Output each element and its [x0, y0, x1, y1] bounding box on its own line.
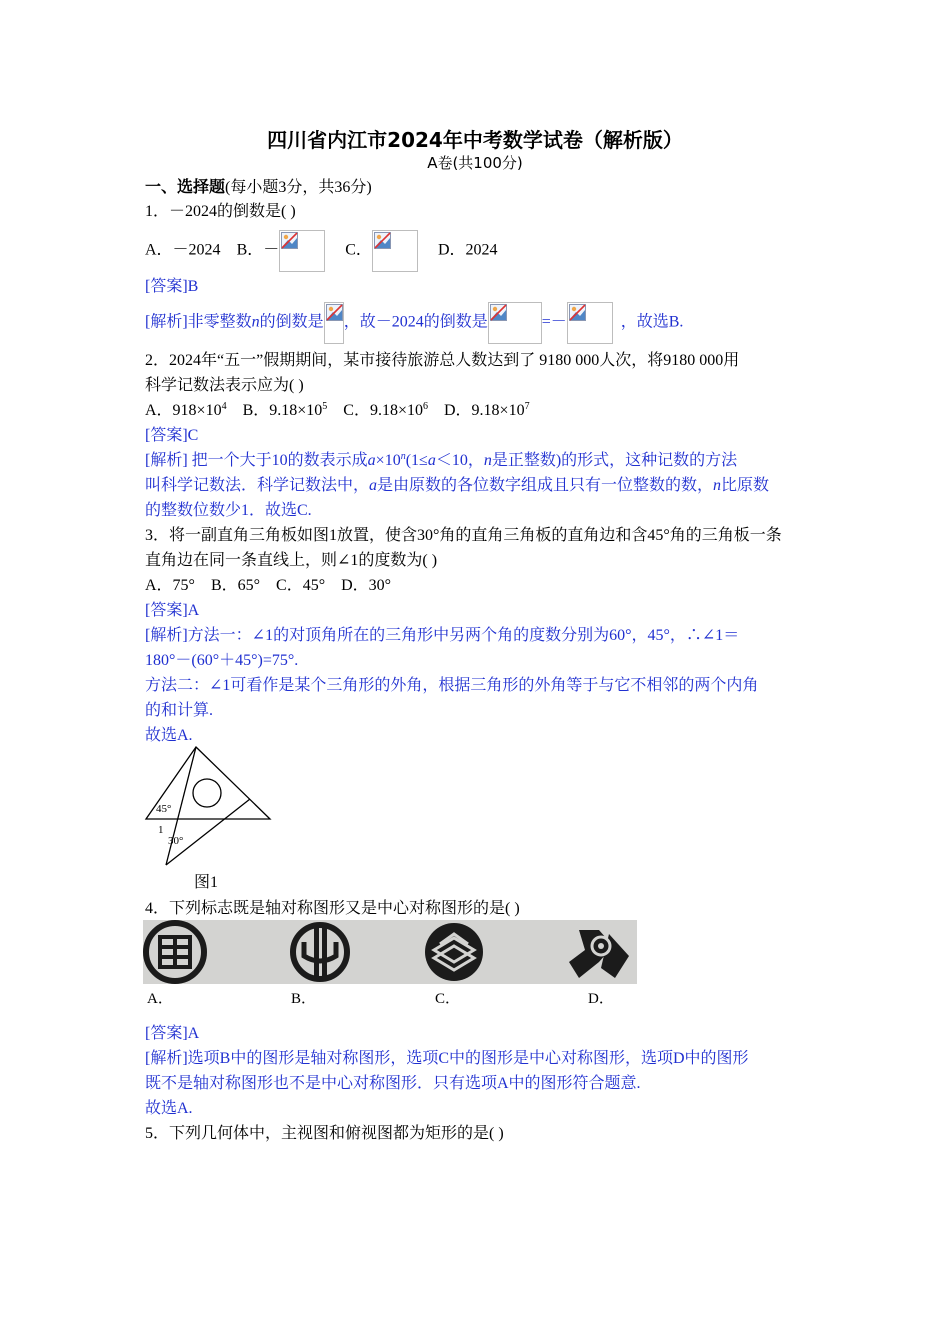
q2-a2-var-a: a: [369, 477, 378, 494]
section-note: (每小题3分，共36分): [225, 179, 372, 196]
q2-options: [145, 401, 530, 421]
broken-image-icon: [372, 230, 418, 272]
q2-option-a-exp: 4: [221, 401, 227, 412]
q3-analysis-line2: 180°－(60°＋45°)=75°.: [145, 652, 299, 669]
q4-stem: 4．下列标志既是轴对称图形又是中心对称图形的是( ): [145, 900, 520, 917]
q3-stem-line1: 3．将一副直角三角板如图1放置，使含30°角的直角三角板的直角边和含45°角的三角板一条: [145, 527, 782, 544]
q2-analysis-line1: [145, 451, 737, 471]
q2-option-d-exp: 7: [524, 401, 530, 412]
q3-analysis-line1: [解析]方法一：∠1的对顶角所在的三角形中另两个角的度数分别为60°，45°，∴∠1＝: [145, 627, 740, 644]
fig-label-45: 45°: [156, 803, 172, 815]
q2-a2-end: 比原数: [721, 477, 770, 494]
q1-analysis-eq: =－: [541, 313, 567, 331]
triangle-figure: [140, 743, 275, 868]
broken-image-icon: [324, 302, 344, 344]
q1-analysis-text2: ，故－2024的倒数是: [343, 313, 488, 331]
fig-label-30: 30°: [168, 835, 184, 847]
q2-a1-end: 是正整数)的形式，这种记数的方法: [491, 452, 738, 469]
page-subtitle: A卷(共100分): [427, 154, 523, 172]
q1-option-d: D．2024: [437, 241, 498, 259]
q1-analysis-text: 的倒数是: [259, 313, 324, 331]
q1-analysis-prefix: [解析]非零整数: [145, 313, 252, 331]
q2-answer: [答案]C: [145, 427, 199, 444]
q4-option-a-label: A．: [147, 991, 173, 1007]
logo-d-icon: [569, 930, 629, 978]
q4-answer: [答案]A: [145, 1025, 200, 1042]
logos-image: [143, 920, 637, 984]
logo-c-icon: [425, 923, 483, 981]
logo-b-icon: [293, 925, 347, 979]
q4-option-d-label: D．: [588, 991, 614, 1007]
page-title: 四川省内江市2024年中考数学试卷（解析版）: [267, 128, 683, 152]
q2-option-c-exp: 6: [423, 401, 428, 412]
q3-stem-line2: 直角边在同一条直线上，则∠1的度数为( ): [145, 552, 438, 569]
q2-a2-mid: 是由原数的各位数字组成且只有一位整数的数，: [377, 477, 714, 494]
q1-analysis: [145, 302, 683, 344]
q2-stem-line2: 科学记数法表示应为( ): [145, 377, 304, 394]
q2-analysis-line3: 的整数位数少1．故选C.: [145, 502, 312, 519]
broken-image-icon: [279, 230, 325, 272]
q1-stem: 1．－2024的倒数是( ): [145, 203, 296, 220]
q4-analysis-line2: 既不是轴对称图形也不是中心对称图形．只有选项A中的图形符合题意.: [145, 1075, 641, 1092]
q2-a1-pre: [解析] 把一个大于10的数表示成: [145, 452, 368, 469]
q2-option-b-exp: 5: [322, 401, 328, 412]
q2-a2-pre: 叫科学记数法．科学记数法中，: [145, 477, 370, 494]
q3-answer: [答案]A: [145, 602, 200, 619]
q2-option-c: C．9.18×10: [343, 402, 423, 419]
q1-option-b: B．－: [236, 241, 280, 259]
q4-analysis-line3: 故选A.: [145, 1100, 193, 1117]
q2-option-a: A．918×10: [145, 402, 222, 419]
q3-analysis-line4: 的和计算.: [145, 702, 214, 719]
q5-stem: 5．下列几何体中，主视图和俯视图都为矩形的是( ): [145, 1125, 504, 1142]
q1-option-c: C．: [345, 241, 372, 259]
q2-a1-mid: (1≤: [405, 452, 428, 469]
q3-analysis-line3: 方法二：∠1可看作是某个三角形的外角，根据三角形的外角等于与它不相邻的两个内角: [145, 677, 759, 694]
section-title: 一、选择题: [145, 177, 226, 196]
fig-label-1: 1: [158, 824, 164, 836]
q4-option-c-label: C．: [435, 991, 461, 1007]
q2-a1-var-a: a: [367, 452, 376, 469]
q1-option-a: A．－2024: [145, 241, 221, 259]
figure-caption: 图1: [194, 874, 219, 891]
q1-analysis-end: ，故选B.: [620, 313, 684, 331]
q2-option-d: D．9.18×10: [444, 402, 525, 419]
broken-image-icon: [488, 302, 542, 344]
q2-a1-var-a2: a: [427, 452, 436, 469]
q3-options: A．75° B．65° C．45° D．30°: [145, 577, 392, 594]
q2-option-b: B．9.18×10: [242, 402, 323, 419]
q2-a1-times: ×10: [375, 452, 401, 469]
broken-image-icon: [567, 302, 613, 344]
q2-stem-line1: 2．2024年“五一”假期期间，某市接待旅游总人数达到了 9180 000人次，将9180 000用: [145, 352, 740, 369]
q1-answer: [答案]B: [145, 278, 199, 295]
q2-analysis-line2: [145, 476, 769, 496]
q1-options: [145, 230, 498, 272]
section-heading: [145, 177, 372, 198]
logo-a-icon: [146, 923, 204, 981]
q1-analysis-var: n: [251, 313, 260, 331]
q4-analysis-line1: [解析]选项B中的图形是轴对称图形，选项C中的图形是中心对称图形，选项D中的图形: [145, 1050, 749, 1067]
q2-a1-mid2: ＜10，: [435, 452, 484, 469]
q3-analysis-line5: 故选A.: [145, 727, 193, 744]
q2-a1-var-n2: n: [483, 452, 492, 469]
q2-a1-var-n: n: [400, 451, 406, 462]
q2-a2-var-n: n: [713, 477, 722, 494]
q4-option-b-label: B．: [291, 991, 317, 1007]
logos-svg: [143, 920, 637, 984]
